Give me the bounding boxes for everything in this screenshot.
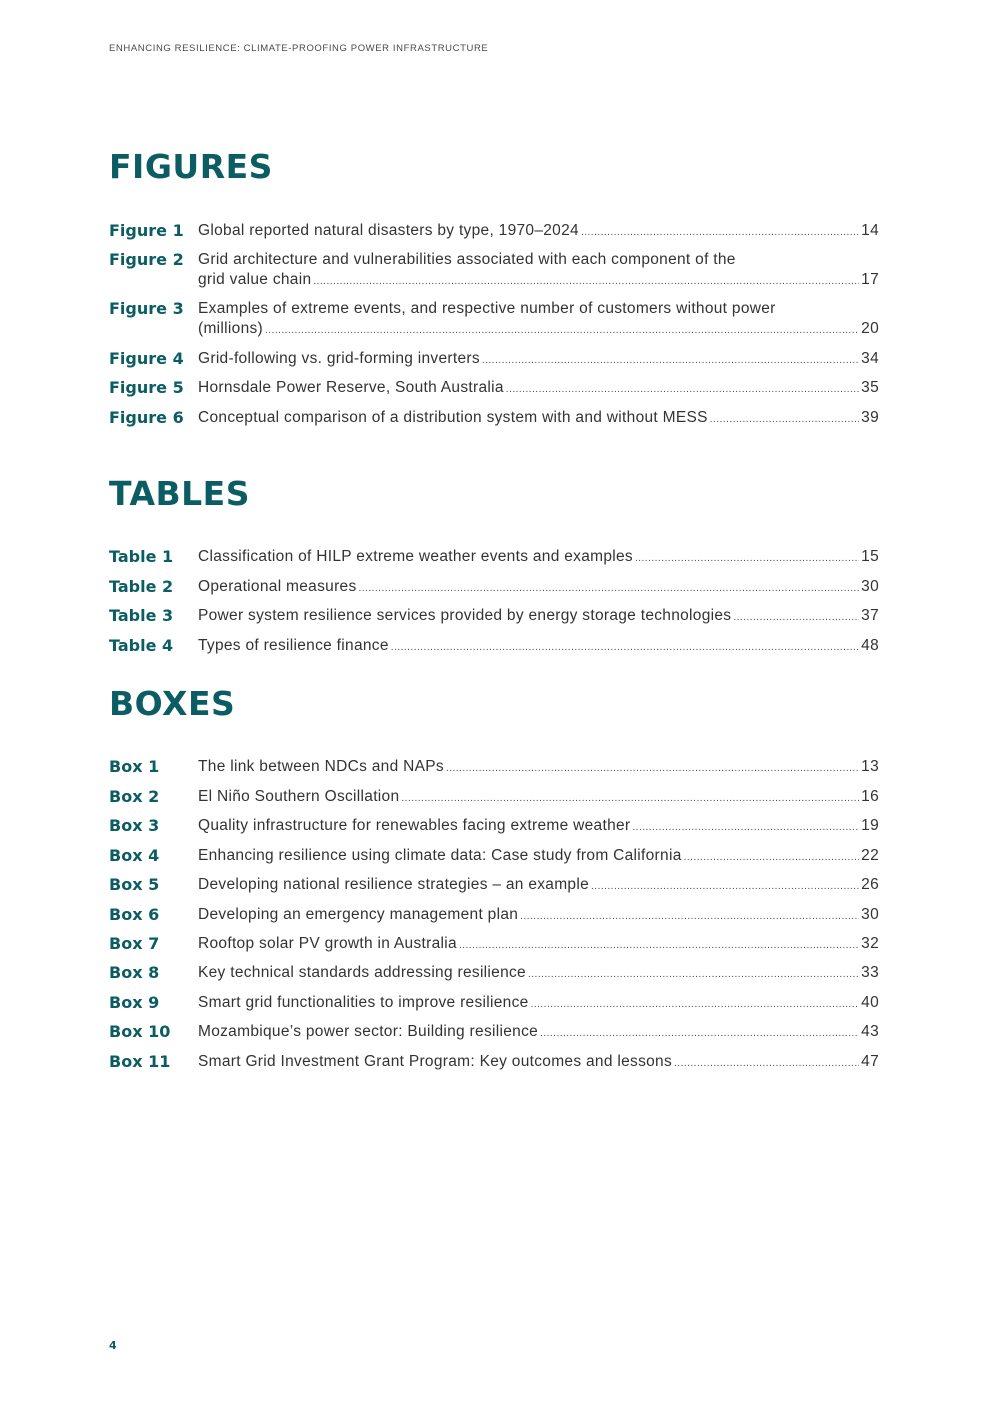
box-label: Box 5 <box>109 875 160 894</box>
box-label: Box 7 <box>109 934 160 953</box>
box-title: The link between NDCs and NAPs <box>198 758 444 775</box>
table-title: Classification of HILP extreme weather events and examples <box>198 548 633 565</box>
dot-leader <box>591 877 859 897</box>
page-ref: 19 <box>861 817 879 834</box>
dot-leader <box>684 848 860 868</box>
dot-leader <box>265 321 859 341</box>
box-title: Developing national resilience strategies – an example <box>198 876 590 893</box>
box-title: Enhancing resilience using climate data: Case study from California <box>198 847 682 864</box>
dot-leader <box>674 1054 859 1074</box>
dot-leader <box>391 638 859 658</box>
page-ref: 17 <box>861 271 879 288</box>
table-label: Table 2 <box>109 577 174 596</box>
box-title: Smart Grid Investment Grant Program: Key outcomes and lessons <box>198 1053 673 1070</box>
page-ref: 37 <box>861 607 879 624</box>
box-title: Mozambique’s power sector: Building resilience <box>198 1023 539 1040</box>
box-title: El Niño Southern Oscillation <box>198 788 400 805</box>
page-ref: 30 <box>861 906 879 923</box>
box-title: Key technical standards addressing resilience <box>198 964 526 981</box>
page-ref: 30 <box>861 578 879 595</box>
boxes-heading: BOXES <box>109 684 236 723</box>
figure-title: Conceptual comparison of a distribution system with and without MESS <box>198 409 708 426</box>
box-label: Box 9 <box>109 993 160 1012</box>
table-label: Table 4 <box>109 636 174 655</box>
page-ref: 33 <box>861 964 879 981</box>
figure-title: Hornsdale Power Reserve, South Australia <box>198 379 504 396</box>
page-ref: 48 <box>861 637 879 654</box>
box-label: Box 10 <box>109 1022 171 1041</box>
box-label: Box 2 <box>109 787 160 806</box>
figure-title-cont: grid value chain <box>198 271 312 288</box>
figure-label: Figure 2 <box>109 250 184 269</box>
figure-title-cont: (millions) <box>198 320 263 337</box>
page-number: 4 <box>109 1339 117 1352</box>
dot-leader <box>540 1024 859 1044</box>
page-ref: 34 <box>861 350 879 367</box>
page-ref: 15 <box>861 548 879 565</box>
figure-label: Figure 6 <box>109 408 184 427</box>
page-ref: 35 <box>861 379 879 396</box>
box-label: Box 1 <box>109 757 160 776</box>
tables-heading: TABLES <box>109 474 250 513</box>
table-title: Power system resilience services provided by energy storage technologies <box>198 607 732 624</box>
dot-leader <box>528 965 859 985</box>
page-ref: 13 <box>861 758 879 775</box>
dot-leader <box>635 549 859 569</box>
table-title: Types of resilience finance <box>198 637 389 654</box>
dot-leader <box>359 579 860 599</box>
figures-heading: FIGURES <box>109 147 273 186</box>
figure-label: Figure 5 <box>109 378 184 397</box>
box-label: Box 6 <box>109 905 160 924</box>
dot-leader <box>459 936 859 956</box>
dot-leader <box>482 351 859 371</box>
running-header: ENHANCING RESILIENCE: CLIMATE-PROOFING POWER INFRASTRUCTURE <box>109 43 489 54</box>
page-ref: 20 <box>861 320 879 337</box>
figure-title: Examples of extreme events, and respective number of customers without power <box>198 300 776 317</box>
table-label: Table 1 <box>109 547 174 566</box>
figure-label: Figure 1 <box>109 221 184 240</box>
dot-leader <box>531 995 860 1015</box>
dot-leader <box>520 907 859 927</box>
box-title: Developing an emergency management plan <box>198 906 519 923</box>
dot-leader <box>313 272 859 292</box>
dot-leader <box>710 410 859 430</box>
page-ref: 47 <box>861 1053 879 1070</box>
box-label: Box 4 <box>109 846 160 865</box>
figure-title: Grid-following vs. grid-forming inverters <box>198 350 480 367</box>
table-label: Table 3 <box>109 606 174 625</box>
page-ref: 26 <box>861 876 879 893</box>
figure-title: Global reported natural disasters by type, 1970–2024 <box>198 222 579 239</box>
dot-leader <box>733 608 859 628</box>
dot-leader <box>446 759 859 779</box>
page-ref: 16 <box>861 788 879 805</box>
box-title: Smart grid functionalities to improve resilience <box>198 994 529 1011</box>
page-ref: 32 <box>861 935 879 952</box>
page-ref: 22 <box>861 847 879 864</box>
box-label: Box 11 <box>109 1052 171 1071</box>
page-ref: 14 <box>861 222 879 239</box>
box-label: Box 8 <box>109 963 160 982</box>
figure-title: Grid architecture and vulnerabilities associated with each component of the <box>198 251 736 268</box>
figure-label: Figure 3 <box>109 299 184 318</box>
dot-leader <box>632 818 859 838</box>
page-ref: 43 <box>861 1023 879 1040</box>
table-title: Operational measures <box>198 578 357 595</box>
dot-leader <box>506 380 859 400</box>
box-title: Quality infrastructure for renewables facing extreme weather <box>198 817 631 834</box>
dot-leader <box>401 789 859 809</box>
page-ref: 39 <box>861 409 879 426</box>
page-ref: 40 <box>861 994 879 1011</box>
box-title: Rooftop solar PV growth in Australia <box>198 935 457 952</box>
dot-leader <box>581 223 859 243</box>
figure-label: Figure 4 <box>109 349 184 368</box>
box-label: Box 3 <box>109 816 160 835</box>
